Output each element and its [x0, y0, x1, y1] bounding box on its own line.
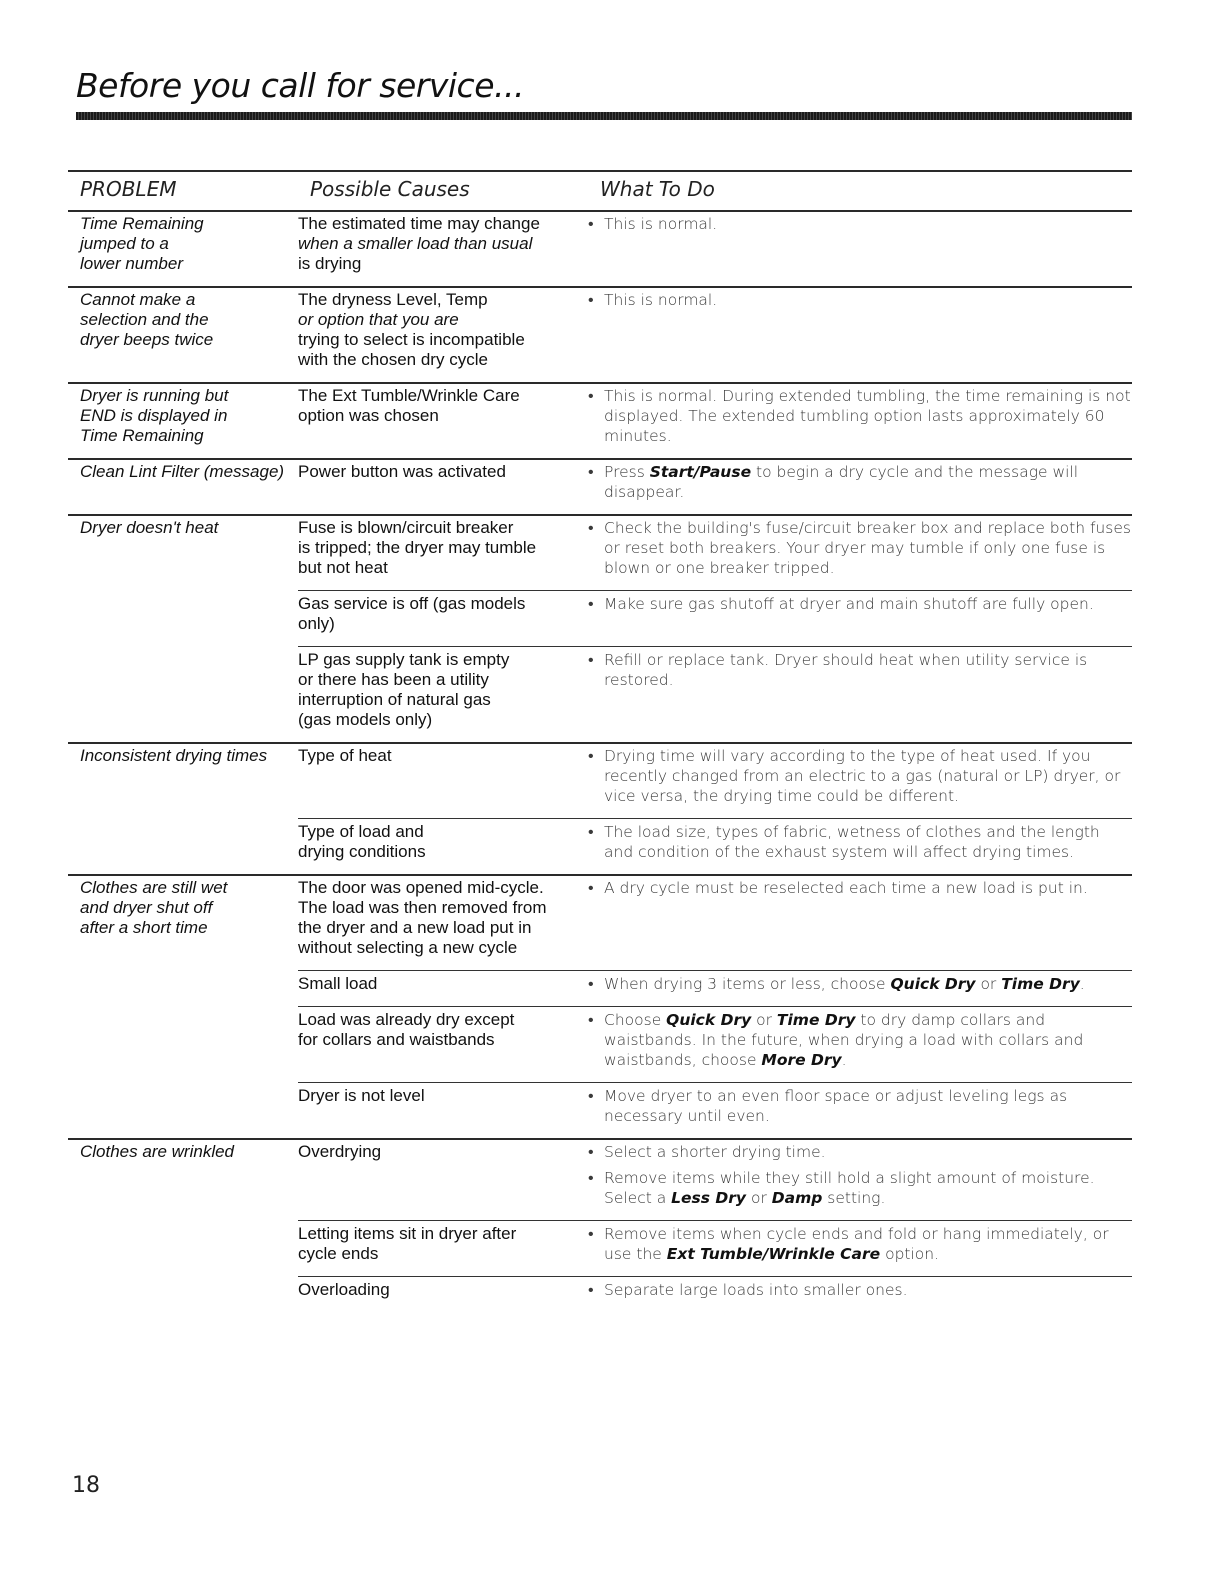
todo-text: Remove items when cycle ends and fold or hang immediately, or use the Ext Tumble/Wrinkle Care option.: [604, 1225, 1109, 1263]
todo-bullet: [588, 386, 1132, 446]
cause-rows: [298, 744, 1132, 874]
problem-label: Dryer doesn't heat: [80, 518, 219, 537]
todo-text: Drying time will vary according to the type of heat used. If you recently changed from an electric to a gas (natural or LP) dryer, or vice versa, the drying time could be different.: [604, 747, 1121, 805]
table-body: [68, 212, 1132, 1312]
possible-cause: Fuse is blown/circuit breaker is tripped; the dryer may tumble but not heat: [298, 518, 537, 577]
emphasis-term: Time Dry: [776, 1011, 856, 1029]
bullet-icon: •: [588, 214, 594, 233]
page-number: 18: [72, 1473, 100, 1498]
cause-row: [298, 460, 1132, 514]
emphasis-text: when a smaller load than usual: [298, 234, 533, 253]
possible-cause: Type of heat: [298, 746, 392, 765]
problem-group: [68, 744, 1132, 876]
cause-rows: [298, 516, 1132, 742]
bullet-icon: •: [588, 650, 594, 669]
todo-bullet: [588, 462, 1132, 502]
todo-text: This is normal.: [604, 291, 718, 309]
what-to-do: [588, 290, 1132, 370]
todo-bullet: [588, 214, 1132, 234]
what-to-do: [588, 1010, 1132, 1070]
title-rule: [76, 112, 1132, 120]
possible-cause: The estimated time may change when a smaller load than usual is drying: [298, 214, 540, 273]
problem-label: Dryer is running but END is displayed in Time Remaining: [80, 386, 229, 445]
todo-bullet: [588, 822, 1132, 862]
header-problem: PROBLEM: [80, 177, 177, 201]
cause-row: [298, 744, 1132, 818]
problem-group: [68, 288, 1132, 384]
what-to-do: [588, 462, 1132, 502]
what-to-do: [588, 594, 1132, 634]
todo-bullet: [588, 518, 1132, 578]
cause-row: [298, 516, 1132, 590]
todo-bullet: [588, 594, 1132, 614]
problem-label: Clothes are still wet and dryer shut off after a short time: [80, 878, 228, 937]
possible-cause: Letting items sit in dryer after cycle ends: [298, 1224, 517, 1263]
bullet-icon: •: [588, 1168, 594, 1187]
emphasis-term: Ext Tumble/Wrinkle Care: [666, 1245, 881, 1263]
todo-text: Make sure gas shutoff at dryer and main shutoff are fully open.: [604, 595, 1094, 613]
todo-bullet: [588, 1168, 1132, 1208]
what-to-do: [588, 386, 1132, 446]
possible-cause: Type of load and drying conditions: [298, 822, 426, 861]
cause-row: [298, 1140, 1132, 1220]
cause-rows: [298, 460, 1132, 514]
bullet-icon: •: [588, 974, 594, 993]
todo-bullet: [588, 746, 1132, 806]
possible-cause: The door was opened mid-cycle. The load was then removed from the dryer and a new load put in without selecting a new cycle: [298, 878, 547, 957]
what-to-do: [588, 974, 1132, 994]
cause-row: [298, 212, 1132, 286]
what-to-do: [588, 1142, 1132, 1208]
emphasis-term: Time Dry: [1001, 975, 1080, 993]
cause-row: [298, 1006, 1132, 1082]
todo-bullet: [588, 1280, 1132, 1300]
todo-text: Move dryer to an even floor space or adjust leveling legs as necessary until even.: [604, 1087, 1068, 1125]
troubleshooting-table: [68, 170, 1132, 1312]
emphasis-term: Quick Dry: [666, 1011, 752, 1029]
todo-text: When drying 3 items or less, choose Quick Dry or Time Dry.: [604, 975, 1085, 993]
todo-text: This is normal.: [604, 215, 718, 233]
bullet-icon: •: [588, 1224, 594, 1243]
cause-row: [298, 818, 1132, 874]
bullet-icon: •: [588, 1086, 594, 1105]
what-to-do: [588, 1086, 1132, 1126]
bullet-icon: •: [588, 594, 594, 613]
todo-text: The load size, types of fabric, wetness of clothes and the length and condition of the exhaust system will affect drying times.: [604, 823, 1100, 861]
possible-cause: Dryer is not level: [298, 1086, 425, 1105]
cause-row: [298, 1220, 1132, 1276]
todo-text: Separate large loads into smaller ones.: [604, 1281, 908, 1299]
todo-bullet: [588, 1142, 1132, 1162]
what-to-do: [588, 518, 1132, 578]
header-possible-causes: Possible Causes: [310, 177, 470, 201]
possible-cause: Load was already dry except for collars and waistbands: [298, 1010, 515, 1049]
todo-text: Check the building's fuse/circuit breaker box and replace both fuses or reset both breakers. Your dryer may tumble if only one fuse is blown or one breaker tripped.: [604, 519, 1131, 577]
cause-row: [298, 288, 1132, 382]
cause-rows: [298, 1140, 1132, 1312]
cause-rows: [298, 212, 1132, 286]
bullet-icon: •: [588, 462, 594, 481]
emphasis-term: Less Dry: [671, 1189, 747, 1207]
possible-cause: The Ext Tumble/Wrinkle Care option was chosen: [298, 386, 520, 425]
cause-row: [298, 590, 1132, 646]
cause-rows: [298, 876, 1132, 1138]
todo-bullet: [588, 974, 1132, 994]
possible-cause: Small load: [298, 974, 378, 993]
todo-text: This is normal. During extended tumbling, the time remaining is not displayed. The extended tumbling option lasts approximately 60 minutes.: [604, 387, 1131, 445]
todo-bullet: [588, 290, 1132, 310]
todo-bullet: [588, 1086, 1132, 1126]
cause-row: [298, 384, 1132, 458]
problem-group: [68, 460, 1132, 516]
problem-group: [68, 384, 1132, 460]
todo-text: Choose Quick Dry or Time Dry to dry damp collars and waistbands. In the future, when drying a load with collars and waistbands, choose More Dry.: [604, 1011, 1084, 1069]
cause-row: [298, 876, 1132, 970]
what-to-do: [588, 1224, 1132, 1264]
todo-bullet: [588, 1010, 1132, 1070]
todo-text: Press Start/Pause to begin a dry cycle and the message will disappear.: [604, 463, 1079, 501]
problem-label: Cannot make a selection and the dryer beeps twice: [80, 290, 214, 349]
possible-cause: Overdrying: [298, 1142, 382, 1161]
bullet-icon: •: [588, 822, 594, 841]
bullet-icon: •: [588, 746, 594, 765]
bullet-icon: •: [588, 878, 594, 897]
bullet-icon: •: [588, 1142, 594, 1161]
possible-cause: Gas service is off (gas models only): [298, 594, 526, 633]
problem-group: [68, 516, 1132, 744]
table-header: [68, 170, 1132, 212]
cause-row: [298, 646, 1132, 742]
possible-cause: LP gas supply tank is empty or there has been a utility interruption of natural gas (gas models only): [298, 650, 510, 729]
problem-label: Clean Lint Filter (message): [80, 462, 285, 481]
bullet-icon: •: [588, 1010, 594, 1029]
bullet-icon: •: [588, 1280, 594, 1299]
todo-bullet: [588, 1224, 1132, 1264]
todo-text: A dry cycle must be reselected each time a new load is put in.: [604, 879, 1088, 897]
emphasis-term: More Dry: [761, 1051, 842, 1069]
todo-text: Select a shorter drying time.: [604, 1143, 826, 1161]
what-to-do: [588, 878, 1132, 958]
emphasis-text: or option that you are: [298, 310, 459, 329]
bullet-icon: •: [588, 518, 594, 537]
bullet-icon: •: [588, 290, 594, 309]
cause-row: [298, 1082, 1132, 1138]
emphasis-term: Start/Pause: [649, 463, 752, 481]
what-to-do: [588, 214, 1132, 274]
what-to-do: [588, 650, 1132, 730]
header-what-to-do: What To Do: [600, 177, 715, 201]
cause-rows: [298, 384, 1132, 458]
problem-group: [68, 1140, 1132, 1312]
cause-rows: [298, 288, 1132, 382]
problem-group: [68, 876, 1132, 1140]
problem-label: Time Remaining jumped to a lower number: [80, 214, 204, 273]
emphasis-term: Quick Dry: [890, 975, 976, 993]
todo-bullet: [588, 650, 1132, 690]
problem-group: [68, 212, 1132, 288]
what-to-do: [588, 1280, 1132, 1300]
bullet-icon: •: [588, 386, 594, 405]
page-title: Before you call for service...: [76, 66, 524, 105]
possible-cause: Overloading: [298, 1280, 390, 1299]
todo-text: Remove items while they still hold a slight amount of moisture. Select a Less Dry or Damp setting.: [604, 1169, 1095, 1207]
problem-label: Clothes are wrinkled: [80, 1142, 235, 1161]
possible-cause: Power button was activated: [298, 462, 506, 481]
emphasis-term: Damp: [771, 1189, 823, 1207]
cause-row: [298, 1276, 1132, 1312]
todo-bullet: [588, 878, 1132, 898]
what-to-do: [588, 822, 1132, 862]
cause-row: [298, 970, 1132, 1006]
problem-label: Inconsistent drying times: [80, 746, 268, 765]
what-to-do: [588, 746, 1132, 806]
possible-cause: The dryness Level, Temp or option that you are trying to select is incompatible with the chosen dry cycle: [298, 290, 525, 369]
todo-text: Refill or replace tank. Dryer should heat when utility service is restored.: [604, 651, 1088, 689]
